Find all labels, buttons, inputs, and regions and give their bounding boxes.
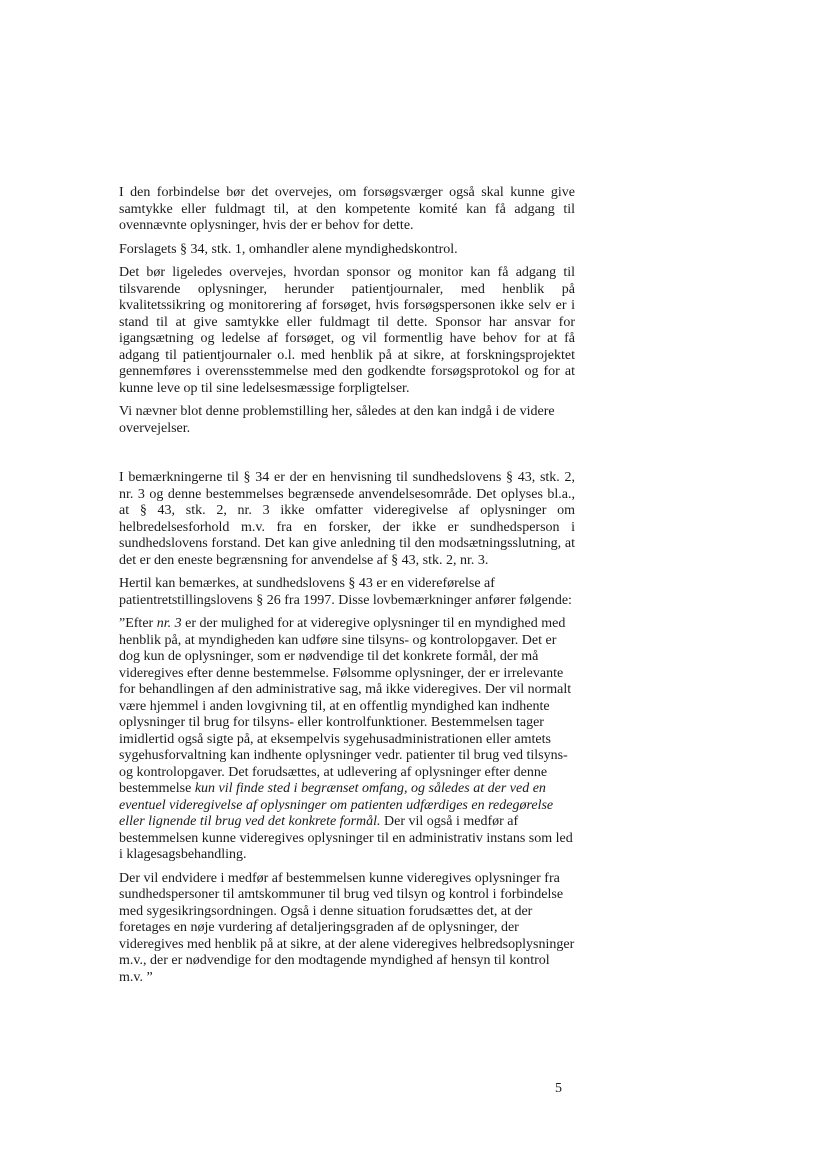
section-gap (119, 444, 575, 470)
paragraph-5: I bemærkningerne til § 34 er der en henvisning til sundhedslovens § 43, stk. 2, nr. 3 og denne bestemmelses begrænsede anvendelsesområde. Det oplyses bl.a., at § 43, stk. 2, nr. 3 ikke omfatter videregivelse af oplysninger om helbredelsesforhold m.v. fra en forsker, der ikke er sundhedsperson i sundhedslovens forstand. Det kan give anledning til den modsætningsslutning, at det er den eneste begrænsning for anvendelse af § 43, stk. 2, nr. 3. (119, 470, 575, 568)
quote-text: ”Efter (119, 616, 157, 631)
paragraph-4: Vi nævner blot denne problemstilling her, således at den kan indgå i de videre overvejelser. (119, 404, 555, 436)
paragraph-1: I den forbindelse bør det overvejes, om forsøgsværger også skal kunne give samtykke eller fuldmagt til, at den kompetente komité kan få adgang til ovennævnte oplysninger, hvis der er behov for dette. (119, 185, 575, 233)
page-number: 5 (555, 1081, 562, 1096)
paragraph-2: Forslagets § 34, stk. 1, omhandler alene myndighedskontrol. (119, 241, 458, 257)
quote-emphasis: nr. 3 (156, 616, 182, 631)
body-text (119, 185, 575, 993)
quote-emphasis: kun vil finde sted i begrænset omfang, og således at der ved en eventuel videregivelse af oplysninger om patienten udfærdiges en redegørelse eller lignende til brug ved det konkrete formål. (119, 781, 554, 829)
paragraph-6: Hertil kan bemærkes, at sundhedslovens § 43 er en videreførelse af patientretstillingslovens § 26 fra 1997. Disse lovbemærkninger anfører følgende: (119, 576, 572, 608)
quote-text: er der mulighed for at videregive oplysninger til en myndighed med henblik på, at myndigheden kan udføre sine tilsyns- og kontrolopgaver. Det er dog kun de oplysninger, som er nødvendige til det konkrete formål, der må videregives efter denne bestemmelse. Følsomme oplysninger, der er irrelevante for behandlingen af den administrative sag, må ikke videregives. Der vil normalt være hjemmel i anden lovgivning til, at en offentlig myndighed kan indhente oplysninger til brug for tilsyns- eller kontrolfunktioner. Bestemmelsen tager imidlertid også sigte på, at eksempelvis sygehusadministrationen eller amtets sygehusforvaltning kan indhente oplysninger vedr. patienter til brug ved tilsyns- og kontrolopgaver. Det forudsættes, at udlevering af oplysninger efter denne bestemmelse (119, 616, 572, 796)
quote-paragraph-1 (119, 616, 575, 864)
paragraph-3: Det bør ligeledes overvejes, hvordan sponsor og monitor kan få adgang til tilsvarende oplysninger, herunder patientjournaler, med henblik på kvalitetssikring og monitorering af forsøget, hvis forsøgspersonen ikke selv er i stand til at give samtykke eller fuldmagt til dette. Sponsor har ansvar for igangsætning og ledelse af forsøget, og vil formentlig have behov for at få adgang til patientjournaler o.l. med henblik på at sikre, at forskningsprojektet gennemføres i overensstemmelse med den godkendte forsøgsprotokol og for at kunne leve op til sine ledelsesmæssige forpligtelser. (119, 265, 575, 396)
quote-text: Der vil også i medfør af bestemmelsen kunne videregives oplysninger til en administrativ instans som led i klagesagsbehandling. (119, 814, 573, 862)
quote-paragraph-2: Der vil endvidere i medfør af bestemmelsen kunne videregives oplysninger fra sundhedspersoner til amtskommuner til brug ved tilsyn og kontrol i forbindelse med sygesikringsordningen. Også i denne situation forudsættes det, at der foretages en nøje vurdering af detaljeringsgraden af de oplysninger, der videregives med henblik på at sikre, at der alene videregives helbredsoplysninger m.v., der er nødvendige for den modtagende myndighed af hensyn til kontrol m.v. ” (119, 870, 575, 985)
